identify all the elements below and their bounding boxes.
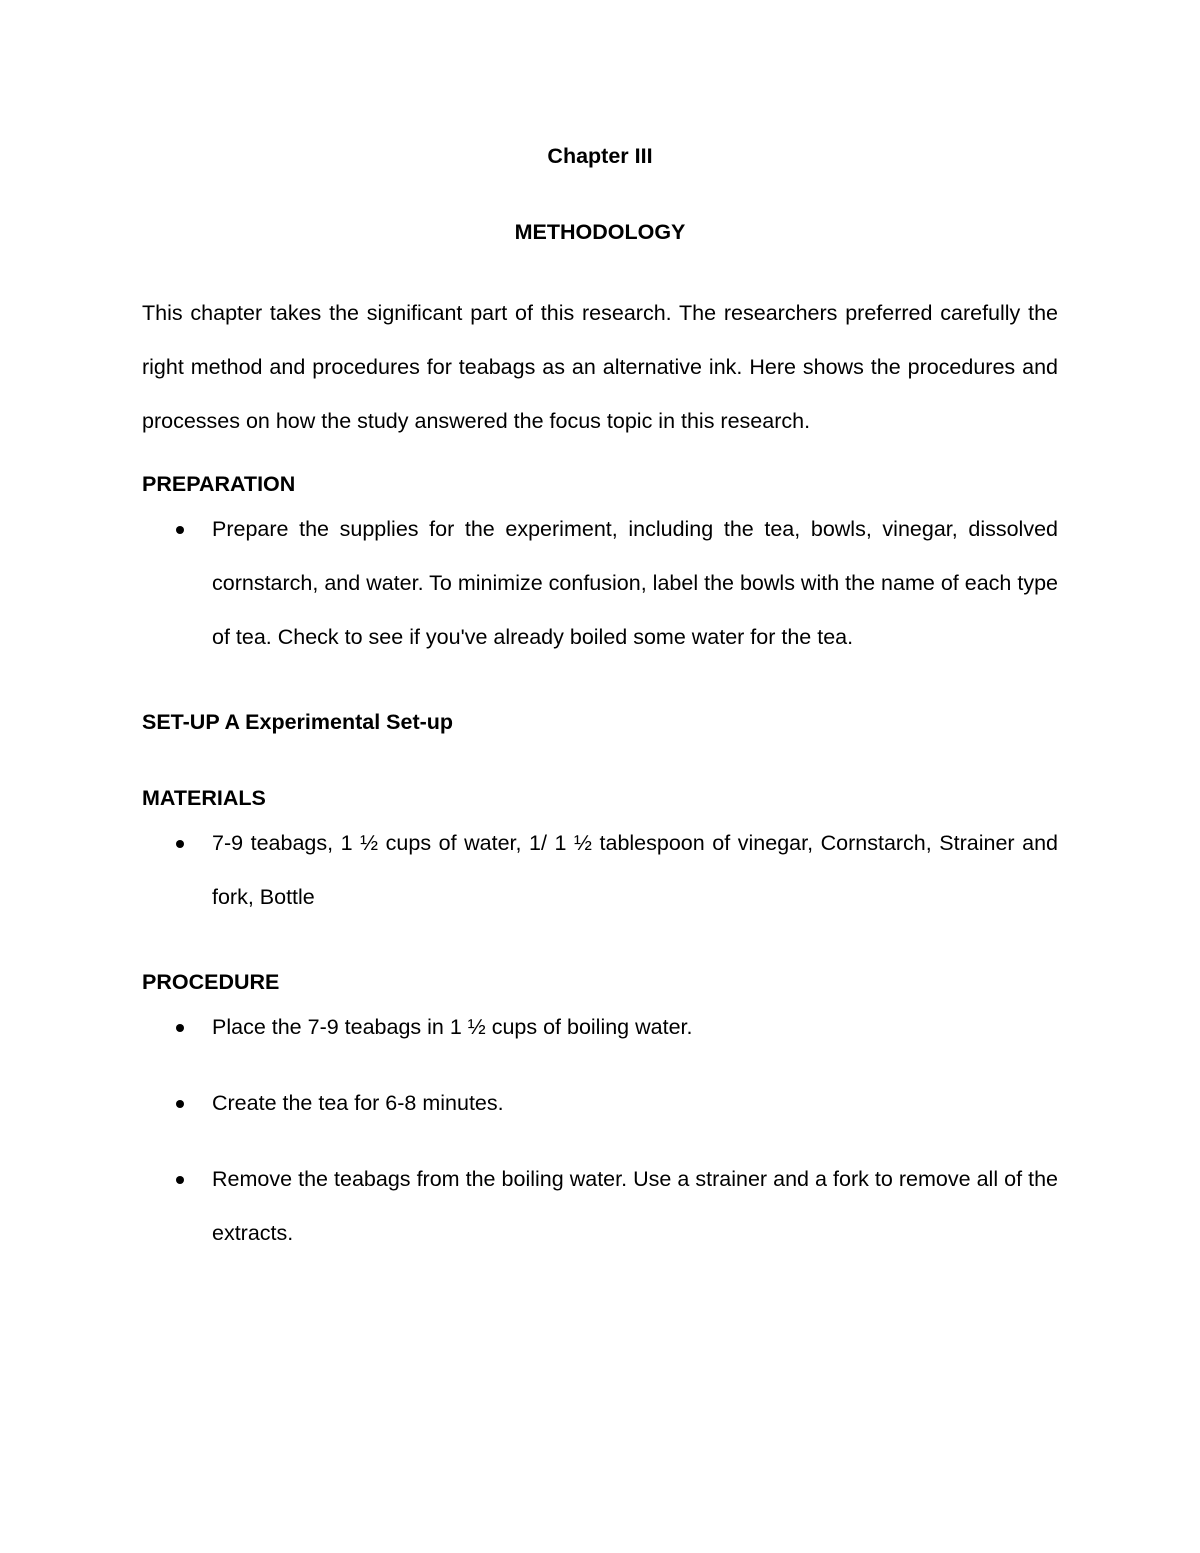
list-item-text: Place the 7-9 teabags in 1 ½ cups of boiling water.	[212, 1015, 693, 1039]
procedure-heading: PROCEDURE	[142, 970, 280, 994]
bullet-icon	[176, 1176, 184, 1184]
preparation-list	[142, 502, 1058, 664]
materials-heading: MATERIALS	[142, 786, 266, 810]
list-item	[142, 816, 1058, 924]
bullet-icon	[176, 526, 184, 534]
list-item	[142, 1152, 1058, 1260]
chapter-title: Chapter III	[547, 144, 653, 168]
bullet-icon	[176, 1024, 184, 1032]
materials-list	[142, 816, 1058, 924]
list-item	[142, 1000, 1058, 1054]
section-title: METHODOLOGY	[514, 220, 686, 244]
preparation-heading: PREPARATION	[142, 472, 296, 496]
list-item	[142, 502, 1058, 664]
list-item-text: Remove the teabags from the boiling water. Use a strainer and a fork to remove all of the extracts.	[212, 1167, 1058, 1245]
bullet-icon	[176, 840, 184, 848]
bullet-icon	[176, 1100, 184, 1108]
list-item-text: Create the tea for 6-8 minutes.	[212, 1091, 504, 1115]
list-item-text: 7-9 teabags, 1 ½ cups of water, 1/ 1 ½ tablespoon of vinegar, Cornstarch, Strainer and fork, Bottle	[212, 831, 1058, 909]
intro-paragraph: This chapter takes the significant part of this research. The researchers preferred carefully the right method and procedures for teabags as an alternative ink. Here shows the procedures and processes on how the study answered the focus topic in this research.	[142, 301, 1058, 433]
list-item	[142, 1076, 1058, 1130]
list-item-text: Prepare the supplies for the experiment, including the tea, bowls, vinegar, dissolved cornstarch, and water. To minimize confusion, label the bowls with the name of each type of tea. Check to see if you've already boiled some water for the tea.	[212, 517, 1058, 649]
setup-heading: SET-UP A Experimental Set-up	[142, 710, 454, 734]
page-content	[142, 138, 1058, 1260]
procedure-list	[142, 1000, 1058, 1260]
